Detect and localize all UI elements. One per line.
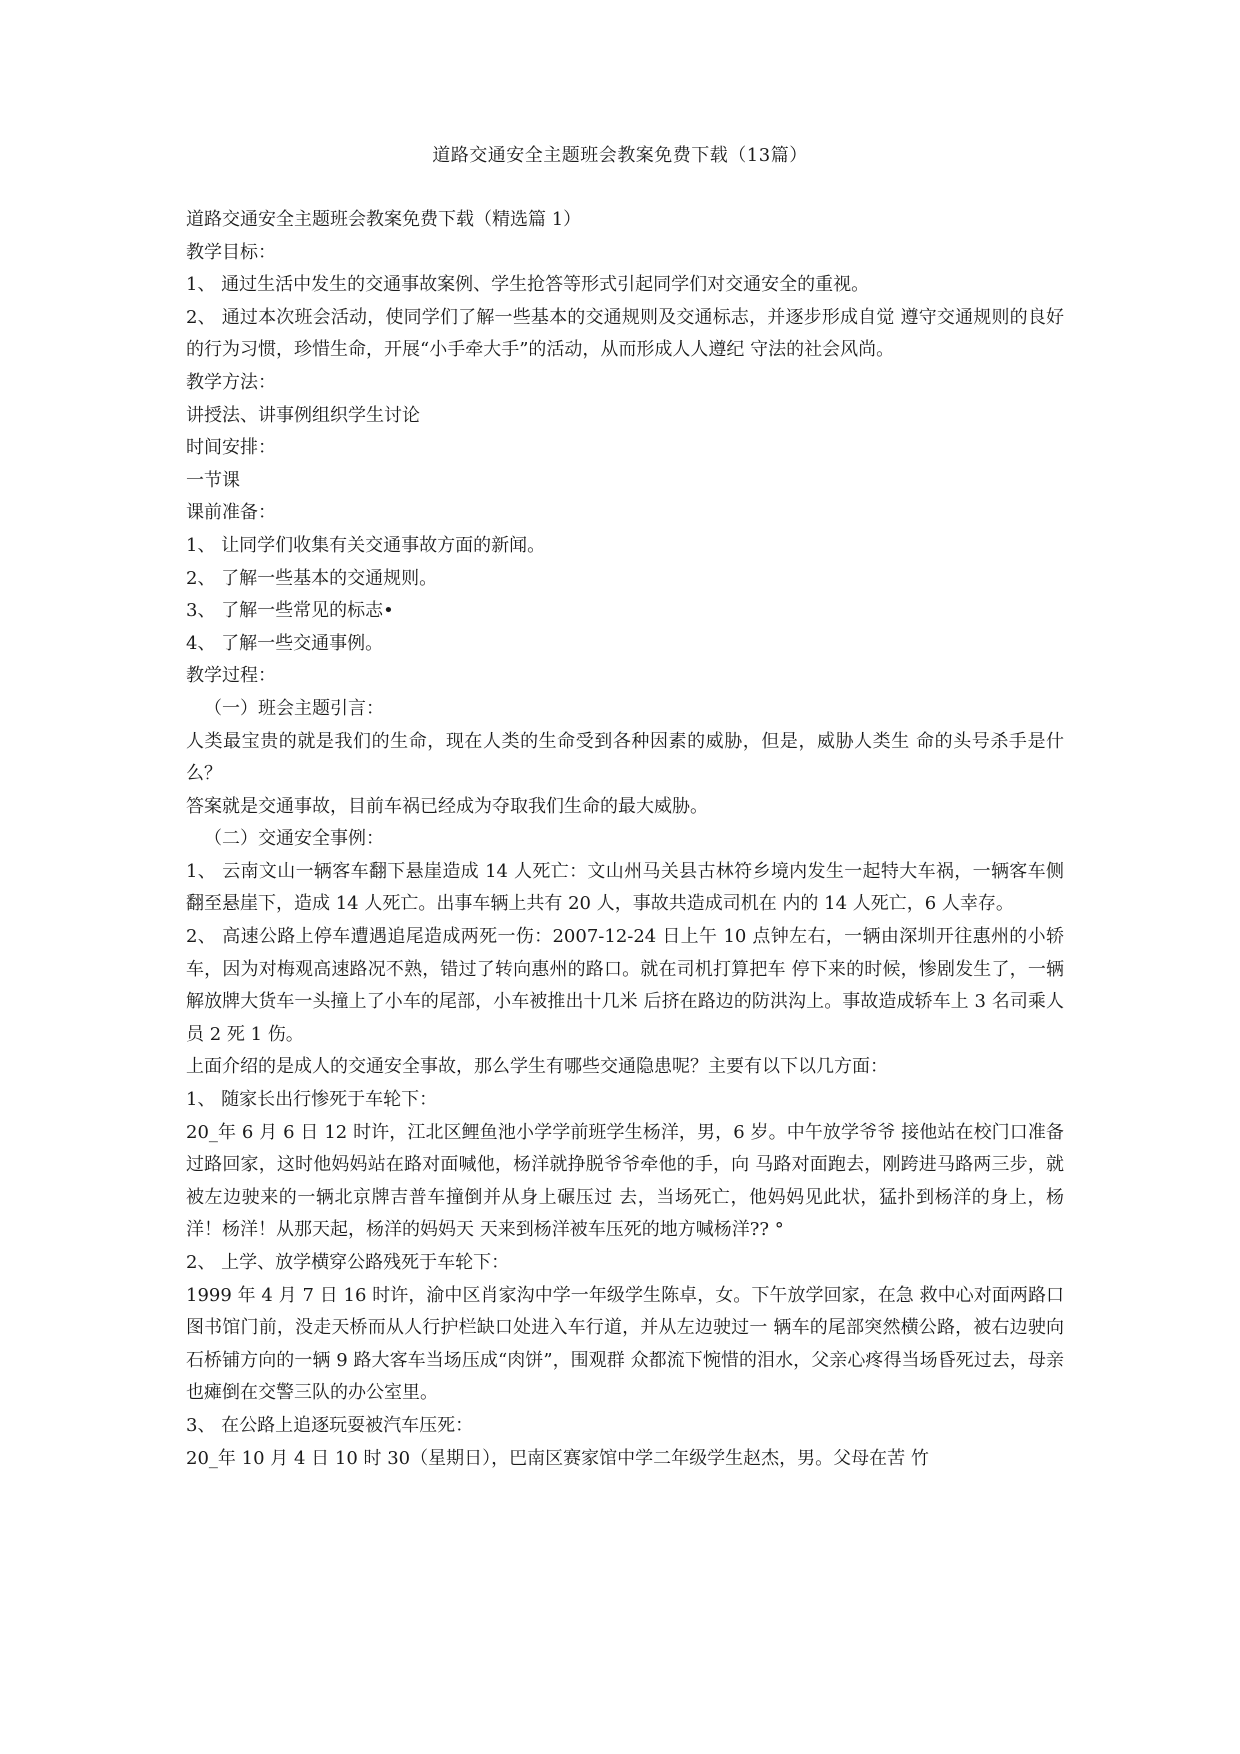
paragraph: 20_年 6 月 6 日 12 时许，江北区鲤鱼池小学学前班学生杨洋，男，6 岁。中午放学爷爷 接他站在校门口准备过路回家，这时他妈妈站在路对面喊他，杨洋就挣脱爷爷牵他的手，向 马路对面跑去，刚跨进马路两三步，就被左边驶来的一辆北京牌吉普车撞倒并从身上碾压过 去，当场死亡，他妈妈见此状，猛扑到杨洋的身上，杨洋！杨洋！从那天起，杨洋的妈妈天 天来到杨洋被车压死的地方喊杨洋?? °	[186, 1121, 1064, 1241]
section-heading: （二）交通安全事例：	[204, 828, 384, 850]
paragraph: 1、 通过生活中发生的交通事故案例、学生抢答等形式引起同学们对交通安全的重视。	[186, 274, 870, 296]
paragraph: 人类最宝贵的就是我们的生命，现在人类的生命受到各种因素的威胁，但是，威胁人类生 命的头号杀手是什么？	[186, 730, 1064, 785]
paragraph: 4、 了解一些交通事例。	[186, 632, 384, 654]
document-title: 道路交通安全主题班会教案免费下载（13篇）	[432, 145, 808, 166]
paragraph: 1、 随家长出行惨死于车轮下：	[186, 1089, 438, 1111]
paragraph: 时间安排：	[186, 437, 276, 459]
paragraph: 2、 通过本次班会活动，使同学们了解一些基本的交通规则及交通标志，并逐步形成自觉 遵守交通规则的良好的行为习惯，珍惜生命，开展“小手牵大手”的活动，从而形成人人遵纪 守法的社会风尚。	[186, 306, 1064, 361]
paragraph: 上面介绍的是成人的交通安全事故，那么学生有哪些交通隐患呢？主要有以下以几方面：	[186, 1056, 888, 1078]
paragraph: 道路交通安全主题班会教案免费下载（精选篇 1）	[186, 209, 582, 230]
paragraph: 答案就是交通事故，目前车祸已经成为夺取我们生命的最大威胁。	[186, 795, 708, 817]
paragraph: 1999 年 4 月 7 日 16 时许，渝中区肖家沟中学一年级学生陈卓，女。下午放学回家，在急 救中心对面两路口图书馆门前，没走天桥而从人行护栏缺口处进入车行道，并从左边驶过一 辆车的尾部突然横公路，被右边驶向石桥铺方向的一辆 9 路大客车当场压成“肉饼”，围观群 众都流下惋惜的泪水，父亲心疼得当场昏死过去，母亲也瘫倒在交警三队的办公室里。	[186, 1284, 1064, 1404]
paragraph: 2、 了解一些基本的交通规则。	[186, 567, 438, 589]
paragraph: 3、 了解一些常见的标志•	[186, 600, 394, 622]
paragraph: 教学方法：	[186, 371, 276, 393]
document-body	[186, 204, 1064, 1475]
paragraph: 2、 高速公路上停车遭遇追尾造成两死一伤：2007-12-24 日上午 10 点钟左右，一辆由深圳开往惠州的小轿车，因为对梅观高速路况不熟，错过了转向惠州的路口。就在司机打算把车 停下来的时候，惨剧发生了，一辆解放牌大货车一头撞上了小车的尾部，小车被推出十几米 后挤在路边的防洪沟上。事故造成轿车上 3 名司乘人员 2 死 1 伤。	[186, 926, 1064, 1045]
paragraph: 1、 云南文山一辆客车翻下悬崖造成 14 人死亡：文山州马关县古林符乡境内发生一起特大车祸，一辆客车侧翻至悬崖下，造成 14 人死亡。出事车辆上共有 20 人，事故共造成司机在 内的 14 人死亡，6 人幸存。	[186, 860, 1064, 915]
paragraph: 20_年 10 月 4 日 10 时 30（星期日），巴南区赛家馆中学二年级学生赵杰，男。父母在苦 竹	[186, 1447, 929, 1469]
paragraph: 3、 在公路上追逐玩耍被汽车压死：	[186, 1414, 474, 1436]
paragraph: 教学目标：	[186, 241, 276, 263]
paragraph: 讲授法、讲事例组织学生讨论	[186, 404, 420, 426]
paragraph: 2、 上学、放学横穿公路残死于车轮下：	[186, 1252, 510, 1273]
paragraph: 1、 让同学们收集有关交通事故方面的新闻。	[186, 534, 546, 556]
section-heading: （一）班会主题引言：	[204, 697, 384, 719]
paragraph: 教学过程：	[186, 665, 276, 687]
paragraph: 课前准备：	[186, 502, 276, 524]
paragraph: 一节课	[186, 469, 240, 491]
